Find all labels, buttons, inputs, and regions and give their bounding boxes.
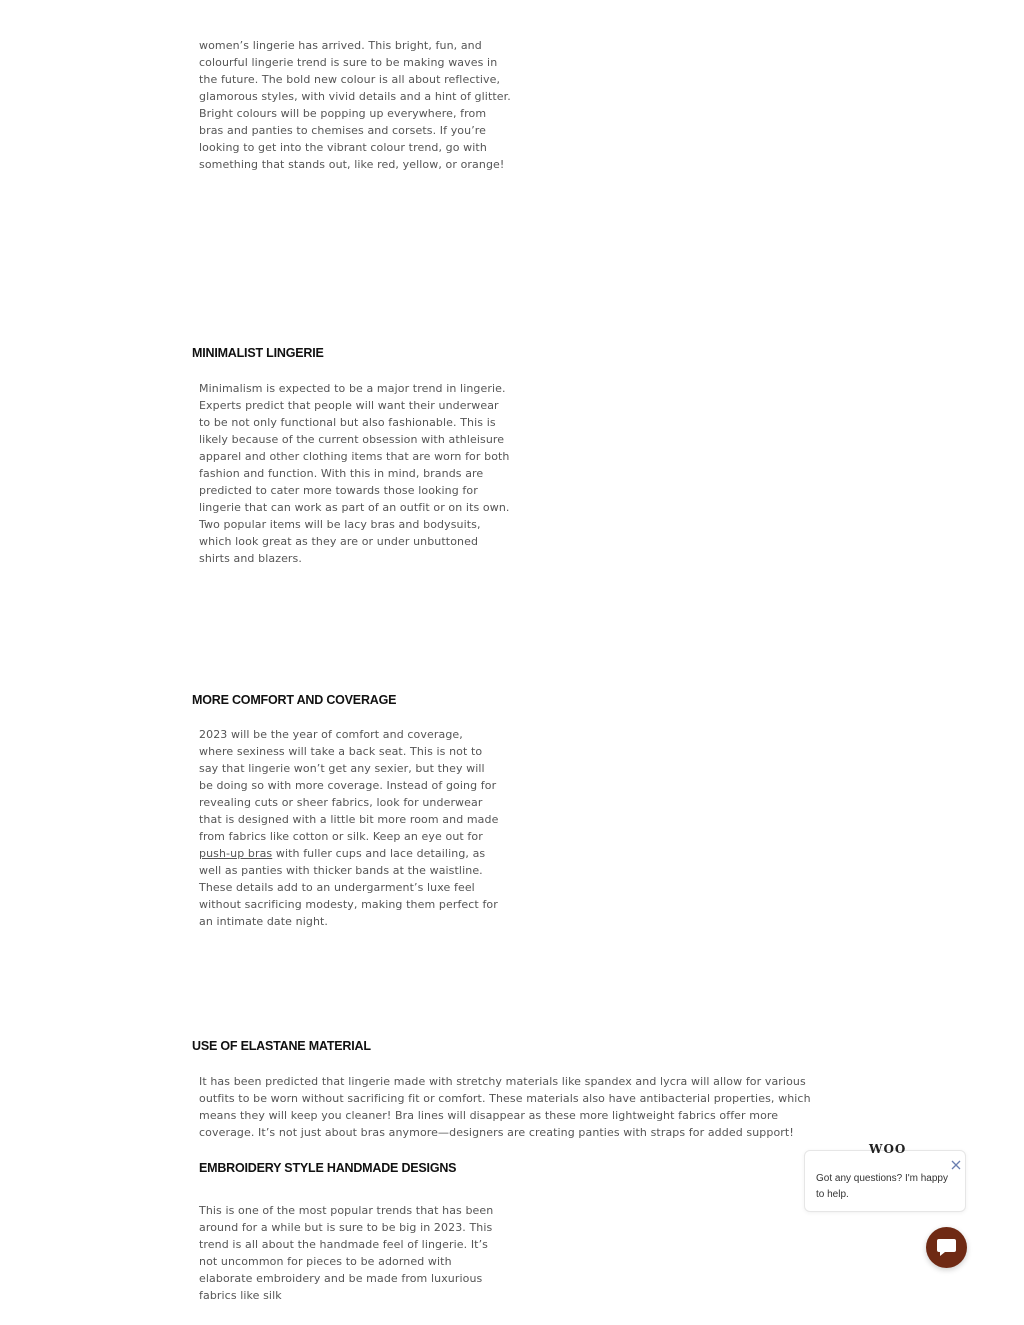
elastane-paragraph: It has been predicted that lingerie made with stretchy materials like spandex and lycra will allow for various outfits to be worn without sacrificing fit or comfort. These materials also have antibacterial properties, which means they will keep you cleaner! Bra lines will disappear as these more lightweight fabrics offer more coverage. It’s not just about bras anymore—designers are creating panties with straps for added support!: [199, 1075, 811, 1139]
elastane-heading: USE OF ELASTANE MATERIAL: [192, 1039, 371, 1053]
chat-greeting-text: Got any questions? I'm happy to help.: [816, 1173, 948, 1200]
minimalist-paragraph: Minimalism is expected to be a major trend in lingerie. Experts predict that people will want their underwear to be not only functional but also fashionable. This is likely because of the current obsession with athleisure apparel and other clothing items that are worn for both fashion and function. With this in mind, brands are predicted to cater more towards those looking for lingerie that can work as part of an outfit or on its own. Two popular items will be lacy bras and bodysuits, which look great as they are or under unbuttoned shirts and blazers.: [199, 382, 510, 565]
chat-launcher-button[interactable]: [926, 1227, 967, 1268]
chat-icon: [936, 1237, 957, 1258]
comfort-paragraph: [199, 726, 499, 930]
push-up-bras-link[interactable]: push-up bras: [199, 847, 273, 860]
close-icon[interactable]: [950, 1158, 962, 1170]
minimalist-heading: MINIMALIST LINGERIE: [192, 346, 324, 360]
woo-logo: WOO: [869, 1142, 907, 1156]
embroidery-paragraph: This is one of the most popular trends that has been around for a while but is sure to be big in 2023. This trend is all about the handmade feel of lingerie. It’s not uncommon for pieces to be adorned with elaborate embroidery and be made from luxurious fabrics like silk: [199, 1204, 494, 1302]
chat-greeting-bubble[interactable]: [804, 1150, 966, 1212]
embroidery-heading: EMBROIDERY STYLE HANDMADE DESIGNS: [199, 1161, 457, 1175]
comfort-text-start: 2023 will be the year of comfort and coverage, where sexiness will take a back seat. This is not to say that lingerie won’t get any sexier, but they will be doing so with more coverage. Instead of going for revealing cuts or sheer fabrics, look for underwear that is designed with a little bit more room and made from fabrics like cotton or silk. Keep an eye out for: [199, 728, 499, 843]
comfort-heading: MORE COMFORT AND COVERAGE: [192, 693, 397, 707]
intro-paragraph: women’s lingerie has arrived. This bright, fun, and colourful lingerie trend is sure to be making waves in the future. The bold new colour is all about reflective, glamorous styles, with vivid details and a hint of glitter. Bright colours will be popping up everywhere, from bras and panties to chemises and corsets. If you’re looking to get into the vibrant colour trend, go with something that stands out, like red, yellow, or orange!: [199, 39, 511, 171]
comfort-text-end: with fuller cups and lace detailing, as well as panties with thicker bands at the waistline. These details add to an undergarment’s luxe feel without sacrificing modesty, making them perfect for an intimate date night.: [199, 847, 498, 928]
